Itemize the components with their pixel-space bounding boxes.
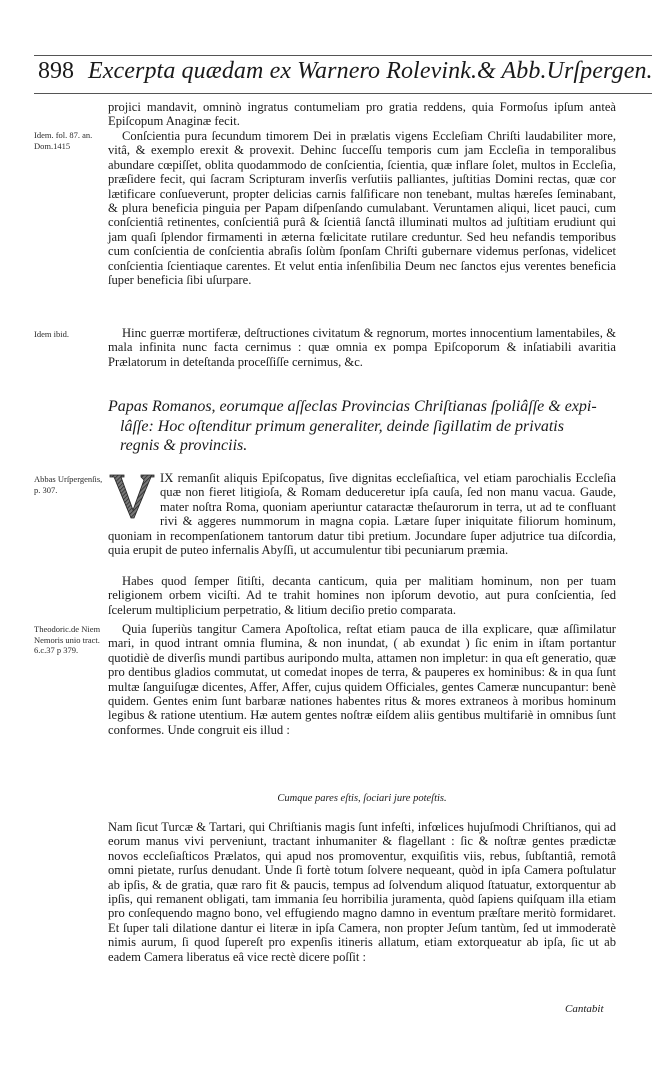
paragraph-text: Hinc guerræ mortiferæ, deſtructiones civitatum & regnorum, mortes innocentium lamentabiles, & mala infinita nunc facta cernimus : quæ omnia ex pompa Epiſcoporum & inſatiabili avaritia Prælatorum in deteſtanda proceſſiſſe cernimus, &c. (108, 326, 616, 369)
paragraph-conscientia (108, 129, 616, 287)
header-rule-top (34, 55, 652, 56)
margin-note-idem-ibid: Idem ibid. (34, 329, 69, 339)
paragraph-text: IX remanſit aliquis Epiſcopatus, ſive dignitas eccleſiaſtica, vel etiam parochialis Eccleſia quæ non fieret litigioſa, & Romam deduceretur ipſa cauſa, ſed non manu vacua. Gaude, mater noſtra Roma, quoniam aperiuntur cataractæ theſaurorum in terra, ut ad te confluant rivi & aggeres nummorum in magna copia. Lætare ſuper iniquitate filiorum hominum, quoniam in recompenſationem tantorum datur tibi pretium. Jocundare ſuper adjutrice tua diſcordia, quia erupit de puteo infernalis Abyſſi, ut accumulentur tibi pecuniarum præmia. (108, 471, 616, 558)
paragraph-text: projici mandavit, omninò ingratus contumeliam pro gratia reddens, quia Formoſus ipſum anteà Epiſcopum Anaginæ fecit. (108, 100, 616, 129)
paragraph-hinc-guerrae (108, 326, 616, 369)
verse-quotation: Cumque pares eſtis, ſociari jure poteſtis. (277, 793, 447, 804)
paragraph-nam-sicut (108, 820, 616, 964)
section-heading (108, 397, 616, 456)
paragraph-text: Habes quod ſemper ſitiſti, decanta canticum, quia per malitiam hominum, non per tuam religionem orbem viciſti. Ad te trahit homines non ipſorum devotio, aut pura conſcientia, ſed ſcelerum multiplicium perpetratio, & litium deciſio pretio comparata. (108, 574, 616, 617)
margin-note-idem-fol: Idem. fol. 87. an. Dom.1415 (34, 130, 93, 151)
paragraph-text: Quia ſuperiùs tangitur Camera Apoſtolica, reſtat etiam pauca de illa explicare, quæ aſſimilatur mari, in quod intrant omnia flumina, & non inundat, ( ab exundat ) ſic enim in iſtam portantur quotidiè de diverſis mundi partibus auripondo multa, attamen non impletur: in qua eſt generatio, quæ pro dentibus gladios commutat, ut comedat inopes de terra, & pauperes ex hominibus: & in qua ſunt multæ ſanguiſugæ dicentes, Affer, Affer, cujus quidem Officiales, gentes Cameræ nuncupantur: benè quidem. Gentes enim ſunt barbaræ nationes habentes ritus & mores extraneos à moribus hominum legibus & ratione utentium. Hæ autem gentes noſtræ eiſdem aliis gentibus multifariè in omnibus ſunt conformes. Unde congruit eis illud : (108, 622, 616, 737)
paragraph-continuation (108, 100, 616, 129)
page-header (38, 58, 652, 90)
header-rule-bottom (34, 93, 652, 94)
heading-line-1: Papas Romanos, eorumque aſſeclas Provincias Chriſtianas ſpoliâſſe & expi- (108, 398, 597, 415)
margin-note-theodoric: Theodoric.de Niem Nemoris unio tract. 6.c.37 p 379. (34, 624, 101, 655)
dropcap-v-icon (108, 472, 156, 520)
margin-note-abbas: Abbas Urſpergenſis, p. 307. (34, 474, 103, 495)
heading-line-2: lâſſe: Hoc oſtenditur primum generaliter, deinde ſigillatim de privatis (120, 417, 564, 435)
page-number: 898 (38, 58, 74, 84)
paragraph-text: Nam ſicut Turcæ & Tartari, qui Chriſtianis magis ſunt infeſti, infœlices hujuſmodi Chriſtianos, qui ad eorum manus vivi perveniunt, tractant inhumaniter & flagellant : ſic & noſtræ gentes prædictæ novos eccleſiaſticos Prælatos, qui apud nos promoventur, exquiſitis viis, rebus, ſubſtantiâ, remotâ omni pietate, rurſus denudant. Unde ſi fortè totum ſolvere nequeant, quòd in ipſa Camera poſtulatur ab ipſis, & de gratia, quæ raro fit & paucis, tempus ad ſolvendum aliquod ſtatuatur, extorquentur ab ipſis, qui remanent obligati, tam immania ſeu horribilia juramenta, quòd ſapiens quiſquam illa etiam pro conſequendo magno bono, vel effugiendo magno damno in eventum præſtare meritò formidaret. Et ſuper tali dilatione dantur ei literæ in ipſa Camera, non propter Jeſum tantùm, ſed ut immoderatè nimis aurum, ſi quod ſupereſt pro expenſis itineris allatum, etiam extorqueatur ab ipſa, ſic ut ab eadem Camera liberatus eâ vice rectè dicere poſſit : (108, 820, 616, 964)
paragraph-text: Conſcientia pura ſecundum timorem Dei in prælatis vigens Eccleſiam Chriſti laudabiliter more, vitâ, & exemplo erexit & provexit. Dehinc ſucceſſu temporis cum jam Eccleſia in temporalibus abundare cœpiſſet, oblita quodammodo de conſcientia, ſcientia, quæ inflare ſolet, multos in Eccleſia, præſidere fecit, qui ſacram Scripturam inverſis verſutiis palliantes, juſtitias Domini rectas, quæ cor lætificare conſueverunt, propter delicias carnis falſificare non tenebant, multas hæreſes ſeminabant, & plura beneficia pinguia per Papam diſpenſando cumulabant. Veruntamen aliqui, licet pauci, cum conſcientiâ retinentes, conſcientiâ purâ & ſcientiâ ſanctâ illuminati multos ad juſtitiam erudiunt qui jam quaſi ſplendor firmamenti in æterna fœlicitate rutilare creduntur. Sed heu nefandis temporibus cum conſcientia de conſcientia abraſis ſolùm ſponſam Chriſti gubernare videmus perſonas, videlicet conſcientia ſcientiaque carentes. Et velut entia inſenſibilia Deum nec ſanctos ejus verentes beneficia ſuper beneficia ſibi uſurpare. (108, 129, 616, 288)
paragraph-vix (108, 471, 616, 557)
paragraph-habes (108, 574, 616, 617)
heading-line-3: regnis & provinciis. (120, 437, 248, 454)
catchword: Cantabit (565, 1003, 604, 1015)
paragraph-quia-superius (108, 622, 616, 737)
running-title: Excerpta quædam ex Warnero Rolevink.& Abb.Urſpergen. (88, 58, 653, 84)
